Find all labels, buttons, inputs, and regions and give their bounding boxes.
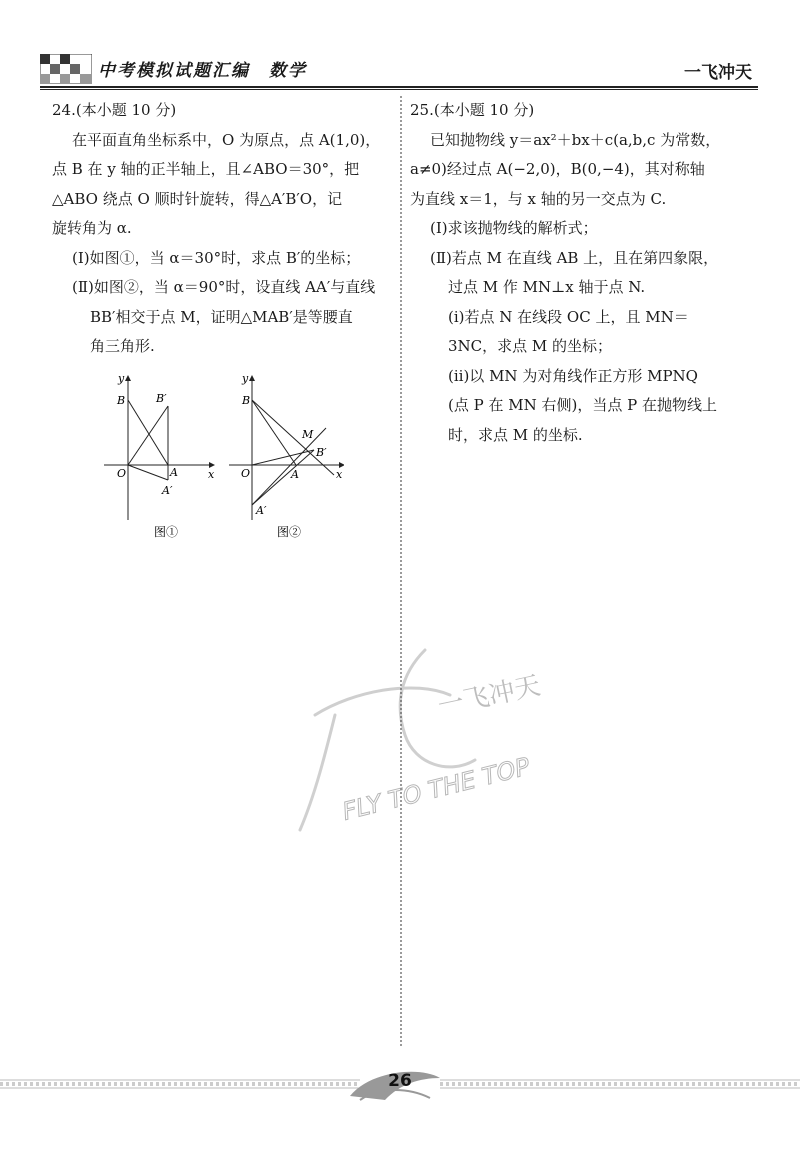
- figure-1-label-x: x: [208, 467, 215, 481]
- question-25-part-2: (Ⅱ)若点 M 在直线 AB 上，且在第四象限，: [430, 248, 719, 267]
- question-25-part-1: (Ⅰ)求该抛物线的解析式；: [430, 219, 598, 237]
- figure-2-label-a: A: [291, 467, 299, 481]
- question-24-line: △ABO 绕点 O 顺时针旋转，得△A′B′O，记: [52, 189, 343, 208]
- figure-1-label-o: O: [117, 466, 127, 480]
- watermark-chinese: 一飞冲天: [435, 670, 544, 722]
- question-25-line: 为直线 x＝1，与 x 轴的另一交点为 C.: [410, 189, 667, 208]
- question-24-part-2-cont: 角三角形.: [90, 337, 155, 355]
- figure-1-segment-oa-prime: [128, 465, 168, 480]
- figure-1-label-b: B: [117, 393, 126, 407]
- question-25-sub-i: (ⅰ)若点 N 在线段 OC 上，且 MN＝: [448, 307, 689, 326]
- figure-2-line-bb-prime: [252, 400, 334, 475]
- question-25: [410, 96, 760, 450]
- figure-2-label-m: M: [302, 427, 314, 441]
- header-rule: [40, 86, 758, 90]
- question-24-line: 在平面直角坐标系中，O 为原点，点 A(1,0)，: [72, 130, 381, 149]
- watermark-stroke-icon: [300, 715, 335, 830]
- watermark-logo: [275, 645, 555, 845]
- question-25-line: a≠0)经过点 A(−2,0)，B(0,−4)，其对称轴: [410, 160, 705, 178]
- column-divider: [400, 96, 402, 1046]
- figure-1-label-a-prime: A′: [162, 483, 173, 497]
- question-24-part-2-cont: BB′相交于点 M，证明△MAB′是等腰直: [90, 307, 353, 326]
- figure-1-label-y: y: [118, 371, 125, 385]
- question-25-part-2-cont: 过点 M 作 MN⊥x 轴于点 N.: [448, 278, 646, 296]
- figure-2-label-b: B: [242, 393, 251, 407]
- figure-2: [229, 372, 344, 539]
- page-footer: [0, 1066, 800, 1106]
- figures-24: [44, 370, 344, 545]
- watermark-stroke-icon: [315, 688, 450, 715]
- figure-2-caption: 图②: [277, 524, 302, 539]
- question-24-heading: 24.(本小题 10 分): [52, 101, 177, 119]
- figure-2-segment-ob-prime: [252, 450, 314, 465]
- figure-2-label-b-prime: B′: [316, 445, 327, 459]
- figure-1-label-b-prime: B′: [156, 391, 167, 405]
- figure-2-line-aa-prime: [252, 428, 326, 505]
- checker-logo-icon: [40, 54, 92, 84]
- question-25-sub-ii-cont: (点 P 在 MN 右侧)，当点 P 在抛物线上: [448, 396, 717, 414]
- figure-1: [104, 372, 215, 539]
- figure-2-label-x: x: [336, 467, 343, 481]
- figure-2-segment-ab: [252, 400, 296, 465]
- question-24-part-2: (Ⅱ)如图②，当 α＝90°时，设直线 AA′与直线: [72, 278, 376, 296]
- question-25-sub-i-cont: 3NC，求点 M 的坐标；: [448, 337, 613, 355]
- question-25-sub-ii-cont: 时，求点 M 的坐标.: [448, 425, 583, 444]
- question-24-line: 旋转角为 α.: [52, 219, 132, 237]
- figure-1-label-a: A: [170, 465, 178, 479]
- question-24-part-1: (Ⅰ)如图①，当 α＝30°时，求点 B′的坐标；: [72, 248, 361, 267]
- figure-1-segment-ab: [128, 400, 168, 465]
- question-24-line: 点 B 在 y 轴的正半轴上，且∠ABO＝30°，把: [52, 160, 360, 178]
- page-number: 26: [388, 1071, 412, 1091]
- question-25-sub-ii: (ⅱ)以 MN 为对角线作正方形 MPNQ: [448, 366, 698, 385]
- book-title: 中考模拟试题汇编 数学: [98, 61, 307, 81]
- question-24: [52, 96, 397, 545]
- figure-2-segment-a-prime-b-prime: [252, 450, 314, 505]
- figure-2-label-a-prime: A′: [256, 503, 267, 517]
- figure-2-label-y: y: [242, 371, 249, 385]
- brand-logo: 一飞冲天: [684, 63, 752, 83]
- figure-1-caption: 图①: [154, 524, 179, 539]
- question-25-heading: 25.(本小题 10 分): [410, 101, 535, 119]
- question-25-line: 已知抛物线 y＝ax²＋bx＋c(a,b,c 为常数，: [430, 130, 721, 149]
- watermark-english: FLY TO THE TOP: [339, 752, 533, 826]
- figure-2-label-o: O: [241, 466, 251, 480]
